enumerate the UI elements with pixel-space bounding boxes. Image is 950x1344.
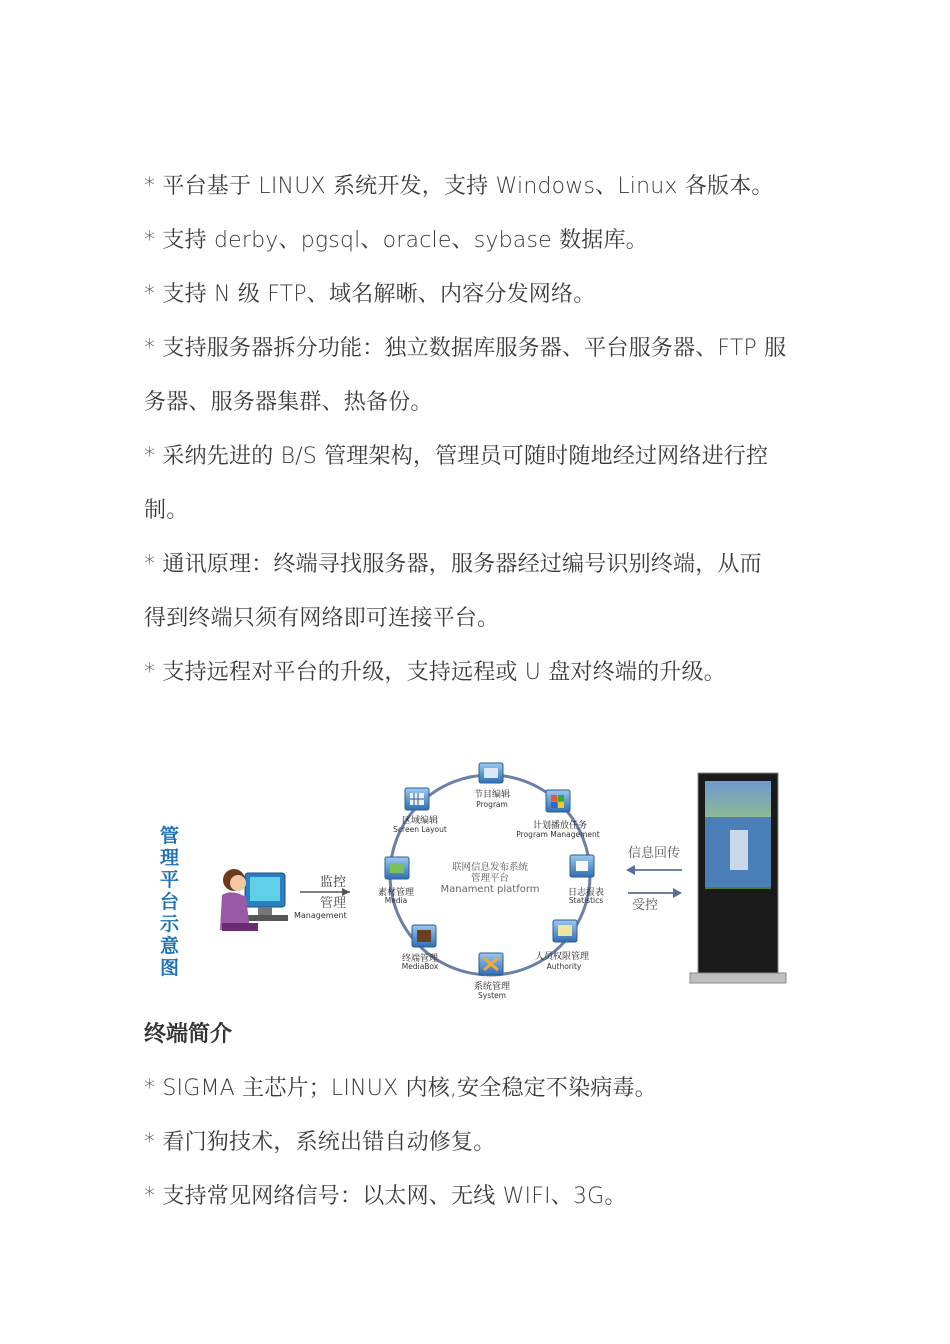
statistics-icon [570, 855, 594, 877]
center-en: Manament platform [440, 884, 540, 895]
mediabox-icon [412, 925, 436, 947]
text-line: 务器、服务器集群、热备份。 [144, 390, 433, 415]
section-title: 终端简介 [144, 1022, 233, 1047]
node-label: MediaBox [401, 962, 439, 971]
diagram-vertical-title: 管理平台示意图 [160, 825, 180, 979]
user-at-computer-icon [220, 869, 288, 931]
node-label: 计划播放任务 [532, 821, 588, 831]
text-line: * 看门狗技术，系统出错自动修复。 [144, 1130, 496, 1155]
manage-label: 管理 [320, 896, 347, 911]
text-line: * 支持 N 级 FTP、域名解晰、内容分发网络。 [144, 282, 596, 307]
text-line: 制。 [144, 498, 189, 523]
node-label: Statistics [568, 896, 604, 905]
system-icon [479, 953, 503, 975]
management-en-label: Management [294, 911, 347, 920]
text-line: * 支持常见网络信号：以太网、无线 WIFI、3G。 [144, 1184, 627, 1209]
node-label: Authority [546, 962, 582, 971]
center-cn2: 管理平台 [470, 873, 510, 884]
node-label: System [478, 991, 506, 1000]
monitor-label: 监控 [320, 875, 347, 890]
text-line: * 支持远程对平台的升级，支持远程或 U 盘对终端的升级。 [144, 660, 726, 685]
node-label: Media [384, 896, 408, 905]
text-line: * 支持 derby、pgsql、oracle、sybase 数据库。 [144, 228, 648, 253]
text-line: * 采纳先进的 B/S 管理架构，管理员可随时随地经过网络进行控 [144, 444, 769, 469]
text-line: * 通讯原理：终端寻找服务器，服务器经过编号识别终端，从而 [144, 552, 762, 577]
management-platform-diagram [150, 755, 800, 1005]
program-icon [479, 763, 503, 783]
feedback-label: 信息回传 [628, 846, 681, 861]
node-label: 日志报表 [567, 888, 605, 898]
node-label: Program [476, 800, 508, 809]
node-label: Program Management [516, 830, 600, 839]
authority-icon [553, 920, 577, 942]
media-icon [385, 857, 409, 879]
node-label: 系统管理 [473, 982, 511, 992]
node-label: 人员权限管理 [534, 952, 590, 962]
control-label: 受控 [632, 898, 659, 913]
text-line: * 平台基于 LINUX 系统开发，支持 Windows、Linux 各版本。 [144, 174, 774, 199]
center-cn1: 联网信息发布系统 [451, 862, 529, 873]
screen-layout-icon [405, 788, 429, 810]
node-label: 节目编辑 [473, 790, 511, 800]
text-line: * 支持服务器拆分功能：独立数据库服务器、平台服务器、FTP 服 [144, 336, 787, 361]
node-label: 区域编辑 [401, 816, 439, 826]
node-label: 素材管理 [377, 888, 415, 898]
node-label: 终端管理 [401, 954, 439, 964]
kiosk-terminal-icon [690, 773, 786, 983]
program-management-icon [546, 790, 570, 812]
node-label: Screen Layout [393, 825, 447, 834]
text-line: 得到终端只须有网络即可连接平台。 [144, 606, 500, 631]
text-line: * SIGMA 主芯片；LINUX 内核,安全稳定不染病毒。 [144, 1076, 657, 1101]
